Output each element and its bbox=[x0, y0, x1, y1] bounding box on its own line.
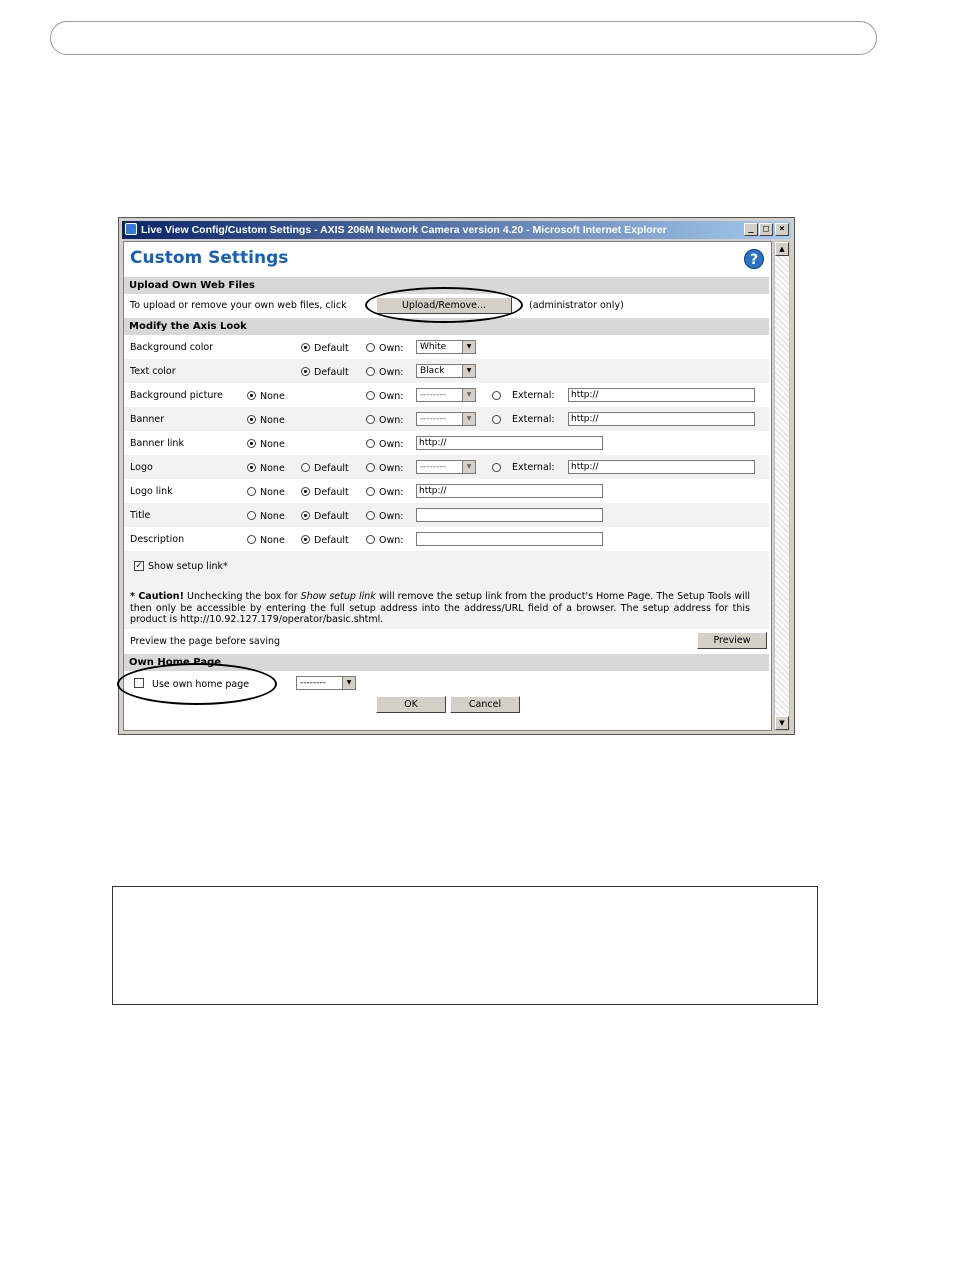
dropdown-arrow-icon: ▼ bbox=[462, 365, 475, 377]
show-setup-link-checkbox[interactable]: ✓ bbox=[135, 561, 143, 571]
setting-label: Description bbox=[130, 534, 185, 545]
default-label: Default bbox=[314, 367, 349, 378]
own-radio[interactable] bbox=[366, 415, 375, 424]
caution-text-post: will remove the setup link from the product's Home Page. The Setup Tools will then only be accessible by entering the full setup address into the address/URL field of a browser. The setup address for this product is http://10.92.127.179/operator/basic.shtml. bbox=[130, 591, 751, 625]
close-button[interactable]: × bbox=[775, 223, 789, 236]
admin-only-note: (administrator only) bbox=[529, 300, 624, 311]
setting-row-logo-link bbox=[124, 479, 769, 503]
select-value: -------- bbox=[420, 414, 446, 424]
upload-text: To upload or remove your own web files, click bbox=[130, 300, 347, 311]
background-color-select[interactable] bbox=[416, 340, 476, 354]
dropdown-arrow-icon: ▼ bbox=[462, 461, 475, 473]
none-label: None bbox=[260, 415, 285, 426]
background-picture-select[interactable] bbox=[416, 388, 476, 402]
external-label: External: bbox=[512, 414, 555, 425]
background-picture-url-input[interactable]: http:// bbox=[568, 388, 755, 402]
default-radio[interactable] bbox=[301, 463, 310, 472]
logo-select[interactable] bbox=[416, 460, 476, 474]
setting-row-background-color bbox=[124, 335, 769, 359]
default-radio[interactable] bbox=[301, 535, 310, 544]
setting-row-logo bbox=[124, 455, 769, 479]
own-label: Own: bbox=[379, 439, 404, 450]
dropdown-arrow-icon: ▼ bbox=[342, 677, 355, 689]
upload-remove-button[interactable]: Upload/Remove... bbox=[376, 297, 512, 314]
none-label: None bbox=[260, 487, 285, 498]
dropdown-arrow-icon: ▼ bbox=[462, 413, 475, 425]
setting-label: Background picture bbox=[130, 390, 223, 401]
none-radio[interactable] bbox=[247, 415, 256, 424]
none-label: None bbox=[260, 535, 285, 546]
own-radio[interactable] bbox=[366, 535, 375, 544]
external-label: External: bbox=[512, 390, 555, 401]
none-radio[interactable] bbox=[247, 511, 256, 520]
window-title: Live View Config/Custom Settings - AXIS 206M Network Camera version 4.20 - Microsoft Internet Explorer bbox=[141, 224, 667, 236]
setting-row-background-picture bbox=[124, 383, 769, 407]
own-label: Own: bbox=[379, 415, 404, 426]
none-radio[interactable] bbox=[247, 535, 256, 544]
own-label: Own: bbox=[379, 463, 404, 474]
ie-icon bbox=[125, 223, 137, 235]
page-title: Custom Settings bbox=[130, 248, 289, 268]
default-label: Default bbox=[314, 535, 349, 546]
own-radio[interactable] bbox=[366, 391, 375, 400]
scroll-up-icon[interactable]: ▲ bbox=[775, 242, 789, 256]
text-color-select[interactable] bbox=[416, 364, 476, 378]
highlight-oval-upload bbox=[365, 287, 523, 323]
own-radio[interactable] bbox=[366, 463, 375, 472]
default-label: Default bbox=[314, 487, 349, 498]
none-label: None bbox=[260, 511, 285, 522]
select-value: -------- bbox=[300, 678, 326, 688]
setting-row-title bbox=[124, 503, 769, 527]
dropdown-arrow-icon: ▼ bbox=[462, 389, 475, 401]
caution-text-pre: Unchecking the box for bbox=[183, 591, 301, 602]
caution-bold: * Caution! bbox=[130, 591, 184, 602]
none-radio[interactable] bbox=[247, 463, 256, 472]
setup-link-block bbox=[124, 551, 769, 629]
external-radio[interactable] bbox=[492, 415, 501, 424]
default-label: Default bbox=[314, 463, 349, 474]
none-label: None bbox=[260, 439, 285, 450]
use-own-home-page-label: Use own home page bbox=[152, 679, 250, 690]
default-label: Default bbox=[314, 511, 349, 522]
setting-row-banner bbox=[124, 407, 769, 431]
default-label: Default bbox=[314, 343, 349, 354]
external-label: External: bbox=[512, 462, 555, 473]
external-radio[interactable] bbox=[492, 463, 501, 472]
none-label: None bbox=[260, 391, 285, 402]
setting-label: Logo bbox=[130, 462, 153, 473]
none-radio[interactable] bbox=[247, 487, 256, 496]
default-radio[interactable] bbox=[301, 367, 310, 376]
preview-row bbox=[124, 629, 769, 653]
own-label: Own: bbox=[379, 535, 404, 546]
cancel-button[interactable]: Cancel bbox=[450, 696, 520, 713]
upload-section-header: Upload Own Web Files bbox=[124, 277, 769, 294]
ok-button[interactable]: OK bbox=[376, 696, 446, 713]
banner-url-input[interactable]: http:// bbox=[568, 412, 755, 426]
minimize-button[interactable]: _ bbox=[744, 223, 758, 236]
modify-section-header: Modify the Axis Look bbox=[124, 318, 769, 335]
setting-label: Banner link bbox=[130, 438, 184, 449]
select-value: -------- bbox=[420, 462, 446, 472]
banner-select[interactable] bbox=[416, 412, 476, 426]
setting-row-banner-link bbox=[124, 431, 769, 455]
scroll-down-icon[interactable]: ▼ bbox=[775, 716, 789, 730]
caution-note bbox=[130, 591, 750, 626]
preview-text: Preview the page before saving bbox=[130, 636, 281, 647]
dropdown-arrow-icon: ▼ bbox=[462, 341, 475, 353]
show-setup-link-label: Show setup link* bbox=[148, 561, 228, 572]
none-radio[interactable] bbox=[247, 439, 256, 448]
select-value: -------- bbox=[420, 390, 446, 400]
caution-italic: Show setup link bbox=[300, 591, 376, 602]
own-label: Own: bbox=[379, 343, 404, 354]
preview-button[interactable]: Preview bbox=[697, 632, 767, 649]
logo-url-input[interactable]: http:// bbox=[568, 460, 755, 474]
page-header-frame bbox=[50, 21, 877, 55]
description-input[interactable] bbox=[416, 532, 603, 546]
none-radio[interactable] bbox=[247, 391, 256, 400]
setting-label: Text color bbox=[130, 366, 176, 377]
title-input[interactable] bbox=[416, 508, 603, 522]
note-box bbox=[112, 886, 818, 1005]
own-label: Own: bbox=[379, 511, 404, 522]
own-radio[interactable] bbox=[366, 511, 375, 520]
maximize-button[interactable]: □ bbox=[759, 223, 773, 236]
title-bar bbox=[122, 221, 791, 239]
default-radio[interactable] bbox=[301, 511, 310, 520]
own-label: Own: bbox=[379, 367, 404, 378]
vertical-scrollbar[interactable] bbox=[774, 241, 790, 731]
logo-link-input[interactable]: http:// bbox=[416, 484, 603, 498]
own-label: Own: bbox=[379, 391, 404, 402]
setting-label: Logo link bbox=[130, 486, 173, 497]
setting-row-description bbox=[124, 527, 769, 551]
own-radio[interactable] bbox=[366, 343, 375, 352]
select-value: White bbox=[420, 342, 447, 352]
own-label: Own: bbox=[379, 487, 404, 498]
default-radio[interactable] bbox=[301, 343, 310, 352]
highlight-oval-home-page bbox=[117, 663, 277, 705]
setting-label: Banner bbox=[130, 414, 165, 425]
setting-label: Title bbox=[130, 510, 151, 521]
own-radio[interactable] bbox=[366, 439, 375, 448]
none-label: None bbox=[260, 463, 285, 474]
setting-label: Background color bbox=[130, 342, 214, 353]
banner-link-input[interactable]: http:// bbox=[416, 436, 603, 450]
home-page-select[interactable] bbox=[296, 676, 356, 690]
own-radio[interactable] bbox=[366, 367, 375, 376]
own-radio[interactable] bbox=[366, 487, 375, 496]
home-section-header: Own Home Page bbox=[124, 654, 769, 671]
setting-row-text-color bbox=[124, 359, 769, 383]
external-radio[interactable] bbox=[492, 391, 501, 400]
help-icon[interactable]: ? bbox=[744, 249, 764, 269]
select-value: Black bbox=[420, 366, 445, 376]
default-radio[interactable] bbox=[301, 487, 310, 496]
